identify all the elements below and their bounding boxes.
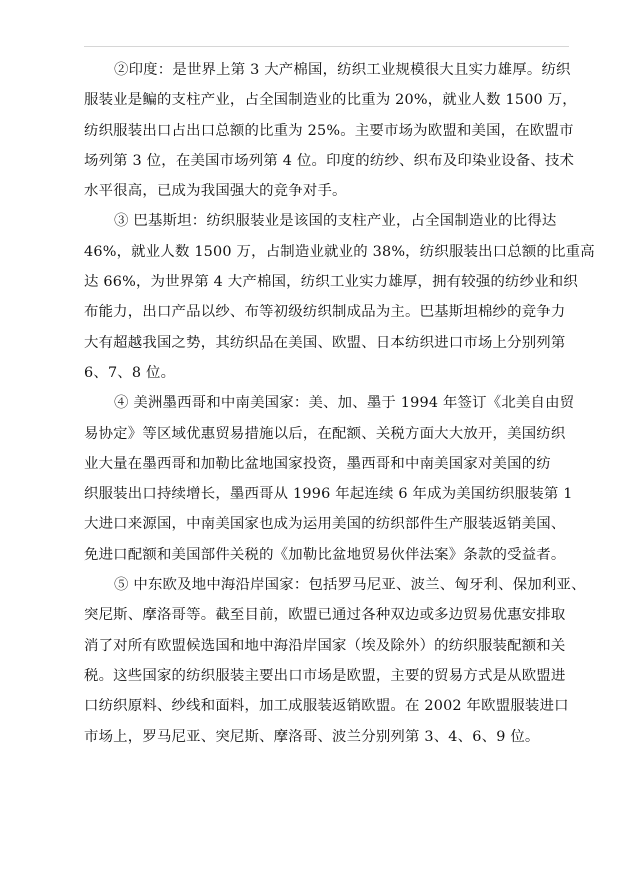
text-line: 口纺织原料、纱线和面料，加工成服装返销欧盟。在 2002 年欧盟服装进口 (84, 698, 569, 715)
text-line: ③ 巴基斯坦：纺织服装业是该国的支柱产业，占全国制造业的比得达 (114, 213, 557, 230)
text-line: 布能力，出口产品以纱、布等初级纺织制成品为主。巴基斯坦棉纱的竞争力 (84, 304, 566, 321)
paragraph-pakistan (84, 206, 595, 388)
paragraph-india (84, 55, 577, 206)
text-line: 场列第 3 位，在美国市场列第 4 位。印度的纺纱、织布及印染业设备、技术 (84, 152, 575, 169)
text-line: 水平很高，已成为我国强大的竞争对手。 (84, 183, 347, 200)
text-line: 免进口配额和美国部件关税的《加勒比盆地贸易伙伴法案》条款的受益者。 (84, 546, 566, 563)
text-line: 达 66%，为世界第 4 大产棉国，纺织工业实力雄厚，拥有较强的纺纱业和织 (84, 274, 578, 291)
text-line: ②印度：是世界上第 3 大产棉国，纺织工业规模很大且实力雄厚。纺织 (114, 62, 571, 78)
text-line: ⑤ 中东欧及地中海沿岸国家：包括罗马尼亚、波兰、匈牙利、保加利亚、 (114, 577, 586, 594)
text-line: 消了对所有欧盟候选国和地中海沿岸国家（埃及除外）的纺织服装配额和关 (84, 637, 566, 654)
text-line: 市场上，罗马尼亚、突尼斯、摩洛哥、波兰分别列第 3、4、6、9 位。 (84, 728, 540, 745)
header-rule (84, 46, 569, 47)
text-line: 突尼斯、摩洛哥等。截至目前，欧盟已通过各种双边或多边贸易优惠安排取 (84, 607, 566, 624)
paragraph-central-eastern-europe (84, 570, 586, 752)
text-line: 6、7、8 位。 (84, 364, 176, 381)
text-line: 业大量在墨西哥和加勒比盆地国家投资，墨西哥和中南美国家对美国的纺 (84, 455, 551, 472)
text-line: ④ 美洲墨西哥和中南美国家：美、加、墨于 1994 年签订《北美自由贸 (114, 395, 575, 412)
text-line: 易协定》等区域优惠贸易措施以后，在配额、关税方面大大放开，美国纺织 (84, 425, 566, 442)
text-line: 46%，就业人数 1500 万，占制造业就业的 38%，纺织服装出口总额的比重高 (84, 243, 595, 260)
text-line: 大进口来源国，中南美国家也成为运用美国的纺织部件生产服装返销美国、 (84, 516, 566, 533)
text-line: 服装业是鳊的支柱产业，占全国制造业的比重为 20%，就业人数 1500 万， (84, 92, 577, 109)
text-line: 纺织服装出口占出口总额的比重为 25%。主要市场为欧盟和美国，在欧盟市 (84, 122, 574, 139)
document-body (84, 55, 595, 752)
text-line: 织服装出口持续增长，墨西哥从 1996 年起连续 6 年成为美国纺织服装第 1 (84, 486, 573, 503)
paragraph-americas (84, 388, 575, 570)
text-line: 大有超越我国之势，其纺织品在美国、欧盟、日本纺织进口市场上分别列第 (84, 334, 566, 351)
text-line: 税。这些国家的纺织服装主要出口市场是欧盟，主要的贸易方式是从欧盟进 (84, 667, 566, 684)
